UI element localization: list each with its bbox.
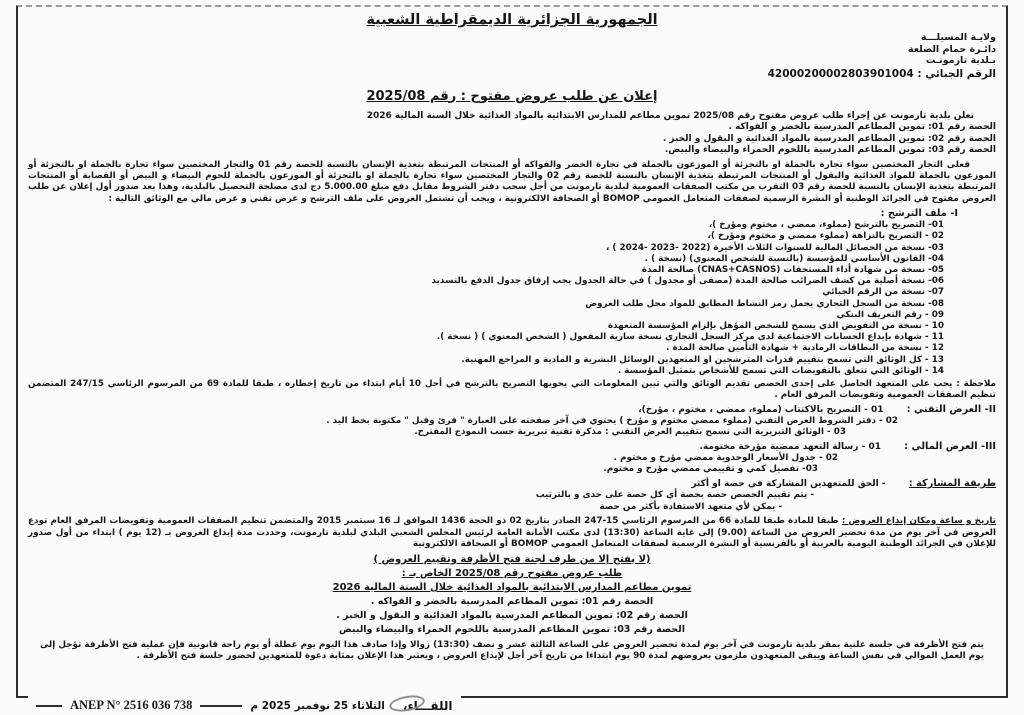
candidacy-item-05: 05- نسخة من شهادة أداء المستحقات (CNAS+CASNOS) صالحة المدة	[641, 264, 944, 275]
technical-item-01: 01 - التصريح بالاكتتاب (مملوء، ممضي ، مختوم ، مؤرخ)،	[638, 404, 884, 415]
candidacy-heading: I- ملف الترشح :	[880, 208, 958, 220]
candidacy-item-07: 07- نسخة من الرقم الجبائي	[822, 287, 944, 298]
candidacy-item-10: 10 - نسخة من التفويض الذي يسمح للشخص المؤهل بإلزام المؤسسة المتعهدة	[607, 320, 944, 331]
recap-lot-line-3: الحصة رقم 03: تموين المطاعم المدرسية باللحوم الحمراء والبيضاء والبيض	[339, 623, 685, 635]
envelope-note: (لا يفتح إلا من طرف لجنة فتح الأظرفة وتقييم العروض )	[373, 553, 651, 565]
participation-item-1: - الحق للمتعهدين المشاركة في حصة او أكثر	[691, 478, 886, 489]
financial-item-02: 02 - جدول الأسعار الوحدوية ممضي مؤرخ و مختوم .	[613, 453, 838, 464]
closing-paragraph: يتم فتح الأظرفة في جلسة علنية بمقر بلدية تارمونت في آخر يوم لمدة تحضير العروض على الساعة الثالثة عشر و نصف (13:30) زوالا وإذا صادف هذا اليوم يوم عطلة أو يوم راحة قانونية فإن عملية فتح الأظرفة تؤجل إلى يوم العمل الموالي في نفس الساعة ويبقى المتعهدون ملزمون بعروضهم لمدة 90 يوم ابتداءا من تاريخ آخر أجل لإيداع العروض ، ويعتبر هذا الإعلان بمثابة دعوة للمتعهدين لحضور جلسة فتح الأظرفة .	[40, 639, 984, 662]
newspaper-name: اللقـــاء،	[402, 698, 453, 713]
candidacy-item-04: 04- القانون الأساسي للمؤسسة (بالنسبة للشخص المعنوي) (نسخة ) .	[644, 253, 944, 264]
financial-item-03: 03- تفصيل كمي و تقييمي ممضي مؤرخ و مختوم.	[603, 464, 818, 475]
participation-item-2: - يتم تقييم الحصص حصة بحصة أي كل حصة على حدى و بالترتيب	[535, 490, 814, 501]
republic-title: الجمهورية الجزائرية الديمقراطية الشعبية	[366, 12, 658, 28]
participation-heading: طريقة المشاركة :	[908, 477, 996, 489]
candidacy-item-13: 13 - كل الوثائق التي تسمح بتقييم قدرات المترشحين او المتعهدين الوسائل البشرية و المادية و المراجع المهنية.	[461, 354, 944, 365]
wilaya-line: ولايـة المسيلـــة	[921, 32, 996, 43]
recap-title: طلب عروض مفتوح رقم 2025/08 الخاص بـ :	[401, 567, 623, 579]
footer-strip	[28, 696, 461, 715]
technical-item-03: 03 - الوثائق التبريرية التي تسمح بتقييم العرض التقني : مذكرة تقنية تبريرية حسب النموذج المقترح.	[414, 427, 846, 438]
tax-number-line	[28, 68, 996, 80]
technical-item-02: 02 - دفتر الشروط العرض التقني (مملوء ممضي مختوم و مؤرخ ) يحتوي في آخر صفحته على العبارة " قرئ وقبل " مكتوبة بخط اليد .	[326, 416, 898, 427]
participation-heading-line	[28, 478, 996, 490]
document-frame	[16, 5, 1008, 698]
footer-divider-icon	[200, 705, 242, 707]
lot-line-3: الحصة رقم 03: تموين المطاعم المدرسية باللحوم الحمراء والبيضاء والبيض.	[664, 145, 996, 155]
newspaper-logo	[393, 699, 453, 713]
publication-date: الثلاثاء 25 نوفمبر 2025 م	[250, 699, 385, 712]
commune-line: بـلدية تارمونـت	[925, 55, 996, 66]
financial-item-01: 01 - رسالة التعهد ممضية مؤرخة مختومة.	[699, 441, 881, 452]
eligibility-paragraph: فعلى التجار المختصين سواء تجارة بالجملة او بالتجزئة أو الموزعون بالجملة في تجارة الخضر والفواكه أو المنتجات المرتبطة بتغذية الإنسان بالنسبة للحصة رقم 01 والتجار المختصين سواء تجارة بالجملة او بالتجزئة أو الموزعون بالجملة للمواد الغذائية والبقول أو المنتجات المرتبطة بتغذية الإنسان بالنسبة للحصة رقم 02 والتجار المختصين سواء تجارة بالجملة او بالتجزئة أو الموزعون بالجملة للحوم البيضاء و البيض أو القصابة أو المنتجات المرتبطة بتغذية الإنسان بالنسبة للحصة رقم 03 التقرب من مكتب الصفقات العمومية لبلدية تارمونت من أجل سحب دفتر الشروط مقابل دفع مبلغ 5.000.00 دج لدى مصلحة التحصيل بالبلدية، وهذا بعد صدور أول إعلان عن طلب العروض مفتوح في الجرائد الوطنية أو النشرة الرسمية لصفقات المتعامل العمومي BOMOP أو الصحافة الالكترونية ، ويجب أن تشتمل العروض على ملف الترشح و عرض تقني و عرض مالي مع الوثائق التالية :	[28, 159, 996, 204]
lot-line-2: الحصة رقم 02: تموين المطاعم المدرسية بالمواد الغذائية و البقول و الخبز .	[662, 133, 996, 144]
deposit-paragraph	[28, 516, 996, 551]
candidacy-item-11: 11 - شهادة بإيداع الحسابات الاجتماعية لدى مركز السجل التجاري نسخة سارية المفعول ( الشخص المعنوي ) ( نسخة ).	[436, 332, 944, 343]
tax-number: 42000200002803901004	[767, 67, 914, 80]
footer-dash-icon	[36, 705, 62, 707]
lot-line-1: الحصة رقم 01: تموين المطاعم المدرسية بالخضر و الفواكه .	[728, 122, 996, 132]
daira-line: دائـرة حمام الضلعة	[907, 43, 996, 55]
candidacy-item-02: 02 - التصريح بالنزاهة (مملوء ممضي و مختوم ومؤرخ )،	[707, 231, 944, 242]
candidacy-item-09: 09 - رقم التعريف البنكي	[836, 309, 944, 320]
tax-label: الرقم الجبائي :	[917, 67, 996, 80]
candidacy-item-12: 12 - نسخة من البطاقات الرمادية + شهادة التأمين صالحة المدة .	[666, 343, 944, 354]
authority-block	[28, 32, 996, 67]
candidacy-item-03: 03- نسخة من الحصائل المالية للسنوات الثلاث الأخيرة (2022 -2023 -2024 ) ،	[605, 242, 944, 253]
deposit-text: طبقا للمادة طبقا للمادة 66 من المرسوم الرئاسي 15-247 الصادر بتاريخ 02 ذو الحجة 1436 الموافق لـ 16 سبتمبر 2015 والمتضمن تنظيم الصفقات العمومية وتفويضات المرفق العام تودع العروض في آخر يوم من مدة تحضير العروض من الساعة (9.00) إلى غاية الساعة (13:30) لدى مكتب الأمانة العامة لرئيس المجلس الشعبي البلدي لبلدية تارمونت، وحددت مدة إيداع العروض بـ (12 يوم ) ابتداء من أول صدور للإعلان في الجرائد الوطنية اليومية بالعربية أو بالفرنسية أو النشرة الرسمية لصفقات المتعامل العمومي BOMOP أو الصحافة الالكترونية	[28, 516, 996, 550]
participation-item-3: - يمكن لأي متعهد الاستفادة بأكثر من حصة	[599, 501, 782, 512]
technical-offer-heading-line	[28, 404, 996, 416]
recap-lot-line-2: الحصة رقم 02: تموين المطاعم المدرسية بالمواد الغذائية و البقول و الخبز .	[336, 609, 688, 621]
deposit-heading: تاريخ و ساعة ومكان إيداع العروض :	[841, 516, 996, 526]
technical-offer-heading: II- العرض التقني :	[906, 403, 996, 415]
candidacy-item-14: 14 - الوثائق التي تتعلق بالتفويضات التي تسمح للأشخاص بتمثيل المؤسسة .	[617, 365, 944, 376]
note-paragraph: ملاحظة : يجب على المتعهد الحاصل على إحدى الحصص تقديم الوثائق والتي تبين المعلومات التي يحويها التصريح بالترشح في أجل 10 أيام ابتداء من تاريخ إخطاره ، طبقا للمادة 69 من المرسوم الرئاسي 247/15 المتضمن تنظيم الصفقات العمومية وتفويضات المرفق العام .	[28, 378, 996, 401]
financial-offer-heading-line	[28, 441, 996, 453]
recap-lot-line-1: الحصة رقم 01: تموين المطاعم المدرسية بالخضر و الفواكه .	[370, 595, 654, 607]
candidacy-item-08: 08- نسخة من السجل التجاري يحمل رمز النشاط المطابق للمواد محل طلب العروض	[585, 298, 944, 309]
financial-offer-heading: III- العرض المالي :	[904, 440, 996, 452]
candidacy-item-06: 06- نسخة أصلية من كشف الضرائب صالحة المدة (مصفى أو مجدول ) في حالة الجدول يجب إرفاق جدول الدفع بالتسديد	[431, 276, 944, 287]
candidacy-item-01: 01- التصريح بالترشح (مملوء، ممضي ، مختوم ومؤرخ )،	[708, 220, 944, 231]
anep-number: ANEP N° 2516 036 738	[70, 698, 193, 712]
recap-subtitle: تموين مطاعم المدارس الابتدائية بالمواد الغذائية خلال السنة المالية 2026	[332, 581, 692, 593]
intro-paragraph: تعلن بلدية تارمونت عن إجراء طلب عروض مفتوح رقم 2025/08 تموين مطاعم للمدارس الابتدائية بالمواد الغذائية خلال السنة المالية 2026	[366, 110, 974, 121]
announcement-title: إعلان عن طلب عروض مفتوح : رقم 2025/08	[366, 88, 658, 104]
